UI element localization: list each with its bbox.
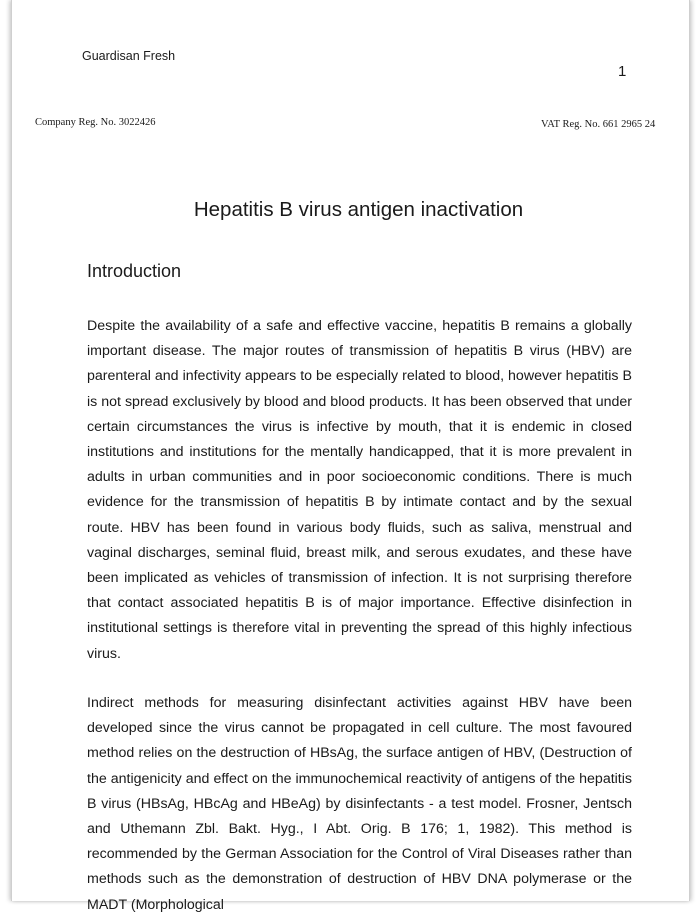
page-number: 1 bbox=[618, 63, 627, 80]
vat-registration-number: VAT Reg. No. 661 2965 24 bbox=[541, 119, 656, 130]
company-name: Guardisan Fresh bbox=[82, 49, 176, 63]
document-title: Hepatitis B virus antigen inactivation bbox=[193, 198, 524, 221]
paragraph-2: Indirect methods for measuring disinfectant activities against HBV have been developed since the virus cannot be propagated in cell culture. The most favoured method relies on the destruction of HBsAg, the surface antigen of HBV, (Destruction of the antigenicity and effect on the immunochemical reactivity of antigens of the hepatitis B virus (HBsAg, HBcAg and HBeAg) by disinfectants - a test model. Frosner, Jentsch and Uthemann Zbl. Bakt. Hyg., I Abt. Orig. B 176; 1, 1982). This method is recommended by the German Association for the Control of Viral Diseases rather than methods such as the demonstration of destruction of HBV DNA polymerase or the MADT (Morphological bbox=[87, 695, 632, 913]
company-registration-number: Company Reg. No. 3022426 bbox=[35, 117, 156, 128]
document-page bbox=[11, 0, 690, 913]
paragraph-1: Despite the availability of a safe and effective vaccine, hepatitis B remains a globally important disease. The major routes of transmission of hepatitis B virus (HBV) are parenteral and infectivity appears to be especially related to blood, however hepatitis B is not spread exclusively by blood and blood products. It has been observed that under certain circumstances the virus is infective by mouth, that it is endemic in closed institutions and institutions for the mentally handicapped, that it is more prevalent in adults in urban communities and in poor socioeconomic conditions. There is much evidence for the transmission of hepatitis B by intimate contact and by the sexual route. HBV has been found in various body fluids, such as saliva, menstrual and vaginal discharges, seminal fluid, breast milk, and serous exudates, and these have been implicated as vehicles of transmission of infection. It is not surprising therefore that contact associated hepatitis B is of major importance. Effective disinfection in institutional settings is therefore vital in preventing the spread of this highly infectious virus. bbox=[87, 318, 632, 662]
section-heading-introduction: Introduction bbox=[87, 261, 182, 281]
